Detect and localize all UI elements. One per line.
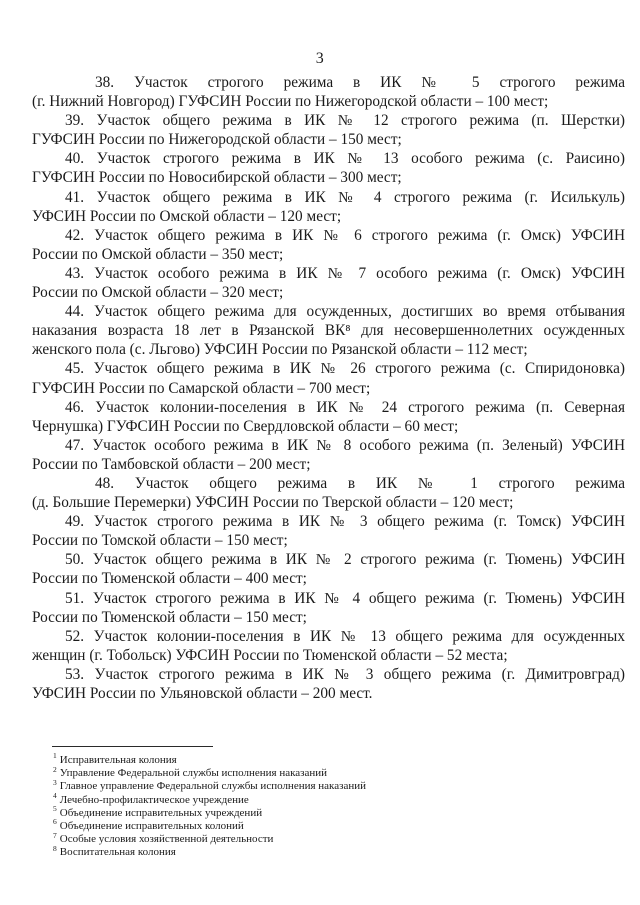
footnote-3 bbox=[53, 777, 613, 793]
text-line: ГУФСИН России по Нижегородской области – 150 мест; bbox=[32, 131, 402, 149]
text-line: женского пола (с. Льгово) УФСИН России по Рязанской области – 112 мест; bbox=[32, 341, 528, 359]
footnote-text: Объединение исправительных колоний bbox=[59, 820, 244, 833]
footnote-text: Особые условия хозяйственной деятельности bbox=[59, 833, 274, 846]
footnote-text: Воспитательная колония bbox=[59, 846, 176, 859]
list-item-38 bbox=[32, 73, 625, 111]
text-line: 46. Участок колонии-поселения в ИК № 24 строгого режима (п. Северная bbox=[65, 398, 625, 416]
text-line: России по Омской области – 350 мест; bbox=[32, 245, 284, 263]
text-line: 42. Участок общего режима в ИК № 6 строгого режима (г. Омск) УФСИН bbox=[65, 226, 625, 244]
text-line: 50. Участок общего режима в ИК № 2 строгого режима (г. Тюмень) УФСИН bbox=[65, 551, 625, 569]
text-line: 43. Участок особого режима в ИК № 7 особого режима (г. Омск) УФСИН bbox=[65, 264, 625, 282]
list-item-48 bbox=[32, 474, 625, 512]
footnote-text: Исправительная колония bbox=[59, 754, 177, 766]
footnote-7 bbox=[53, 830, 613, 846]
page-number: 3 bbox=[315, 50, 325, 67]
footnotes-list bbox=[53, 751, 613, 860]
text-line: России по Томской области – 150 мест; bbox=[32, 532, 288, 550]
footnote-text: Лечебно-профилактическое учреждение bbox=[59, 793, 249, 806]
text-line: России по Тюменской области – 400 мест; bbox=[32, 570, 307, 588]
footnote-text: Управление Федеральной службы исполнения наказаний bbox=[59, 767, 328, 780]
footnote-marker: 4 bbox=[53, 790, 57, 800]
footnote-marker: 6 bbox=[53, 817, 57, 827]
footnote-marker: 1 bbox=[53, 751, 57, 761]
list-item-40 bbox=[32, 149, 625, 187]
footnote-marker: 2 bbox=[53, 764, 57, 774]
list-item-46 bbox=[32, 398, 625, 436]
footnote-8 bbox=[53, 843, 613, 859]
footnote-marker: 3 bbox=[53, 777, 57, 787]
list-item-41 bbox=[32, 188, 625, 226]
text-line: Чернушка) ГУФСИН России по Свердловской области – 60 мест; bbox=[32, 417, 459, 435]
list-item-52 bbox=[32, 627, 625, 665]
text-line: России по Тюменской области – 150 мест; bbox=[32, 608, 307, 626]
footnote-separator bbox=[52, 746, 213, 747]
document-body bbox=[32, 73, 625, 703]
text-line: 53. Участок строгого режима в ИК № 3 общего режима (г. Димитровград) bbox=[65, 665, 625, 683]
footnote-marker: 5 bbox=[53, 804, 57, 814]
text-line: 48. Участок общего режима в ИК № 1 строгого режима bbox=[95, 474, 625, 492]
footnote-marker: 8 bbox=[53, 843, 57, 853]
list-item-47 bbox=[32, 436, 625, 474]
footnote-text: Главное управление Федеральной службы исполнения наказаний bbox=[59, 780, 366, 793]
footnote-6 bbox=[53, 817, 613, 833]
text-line: 51. Участок строгого режима в ИК № 4 общего режима (г. Тюмень) УФСИН bbox=[65, 589, 625, 607]
footnote-1 bbox=[53, 751, 613, 767]
text-line: УФСИН России по Ульяновской области – 200 мест. bbox=[32, 685, 373, 702]
text-line: 49. Участок строгого режима в ИК № 3 общего режима (г. Томск) УФСИН bbox=[65, 513, 625, 531]
list-item-44 bbox=[32, 302, 625, 359]
footnote-text: Объединение исправительных учреждений bbox=[59, 806, 263, 819]
text-line: (д. Большие Перемерки) УФСИН России по Тверской области – 120 мест; bbox=[32, 494, 514, 512]
text-line: ГУФСИН России по Новосибирской области – 300 мест; bbox=[32, 169, 402, 187]
text-line: 47. Участок особого режима в ИК № 8 особого режима (п. Зеленый) УФСИН bbox=[65, 436, 625, 454]
text-line: России по Тамбовской области – 200 мест; bbox=[32, 455, 311, 473]
text-line: 39. Участок общего режима в ИК № 12 строгого режима (п. Шерстки) bbox=[65, 112, 625, 130]
text-line: женщин (г. Тобольск) УФСИН России по Тюменской области – 52 места; bbox=[32, 646, 508, 664]
footnote-2 bbox=[53, 764, 613, 780]
text-line: 44. Участок общего режима для осужденных, достигших во время отбывания bbox=[65, 303, 625, 321]
text-line: УФСИН России по Омской области – 120 мест; bbox=[32, 207, 342, 225]
list-item-45 bbox=[32, 359, 625, 397]
list-item-49 bbox=[32, 512, 625, 550]
footnote-4 bbox=[53, 790, 613, 807]
text-line: 41. Участок общего режима в ИК № 4 строгого режима (г. Исилькуль) bbox=[65, 188, 625, 206]
list-item-42 bbox=[32, 226, 625, 264]
footnote-marker: 7 bbox=[53, 830, 57, 840]
text-line: ГУФСИН России по Самарской области – 700 мест; bbox=[32, 379, 371, 397]
text-line: 52. Участок колонии-поселения в ИК № 13 общего режима для осужденных bbox=[65, 627, 625, 645]
footnote-5 bbox=[53, 804, 613, 820]
list-item-43 bbox=[32, 264, 625, 302]
text-line: России по Омской области – 320 мест; bbox=[32, 284, 284, 302]
text-line: наказания возраста 18 лет в Рязанской ВК⁸ для несовершеннолетних осужденных bbox=[32, 322, 625, 340]
text-line: 40. Участок строгого режима в ИК № 13 особого режима (с. Раисино) bbox=[65, 150, 625, 168]
text-line: 45. Участок общего режима в ИК № 26 строгого режима (с. Спиридоновка) bbox=[65, 360, 625, 378]
text-line: (г. Нижний Новгород) ГУФСИН России по Нижегородской области – 100 мест; bbox=[32, 93, 549, 111]
list-item-39 bbox=[32, 111, 625, 149]
list-item-51 bbox=[32, 589, 625, 627]
list-item-53 bbox=[32, 665, 625, 703]
text-line: 38. Участок строгого режима в ИК № 5 строгого режима bbox=[95, 74, 625, 91]
list-item-50 bbox=[32, 550, 625, 588]
